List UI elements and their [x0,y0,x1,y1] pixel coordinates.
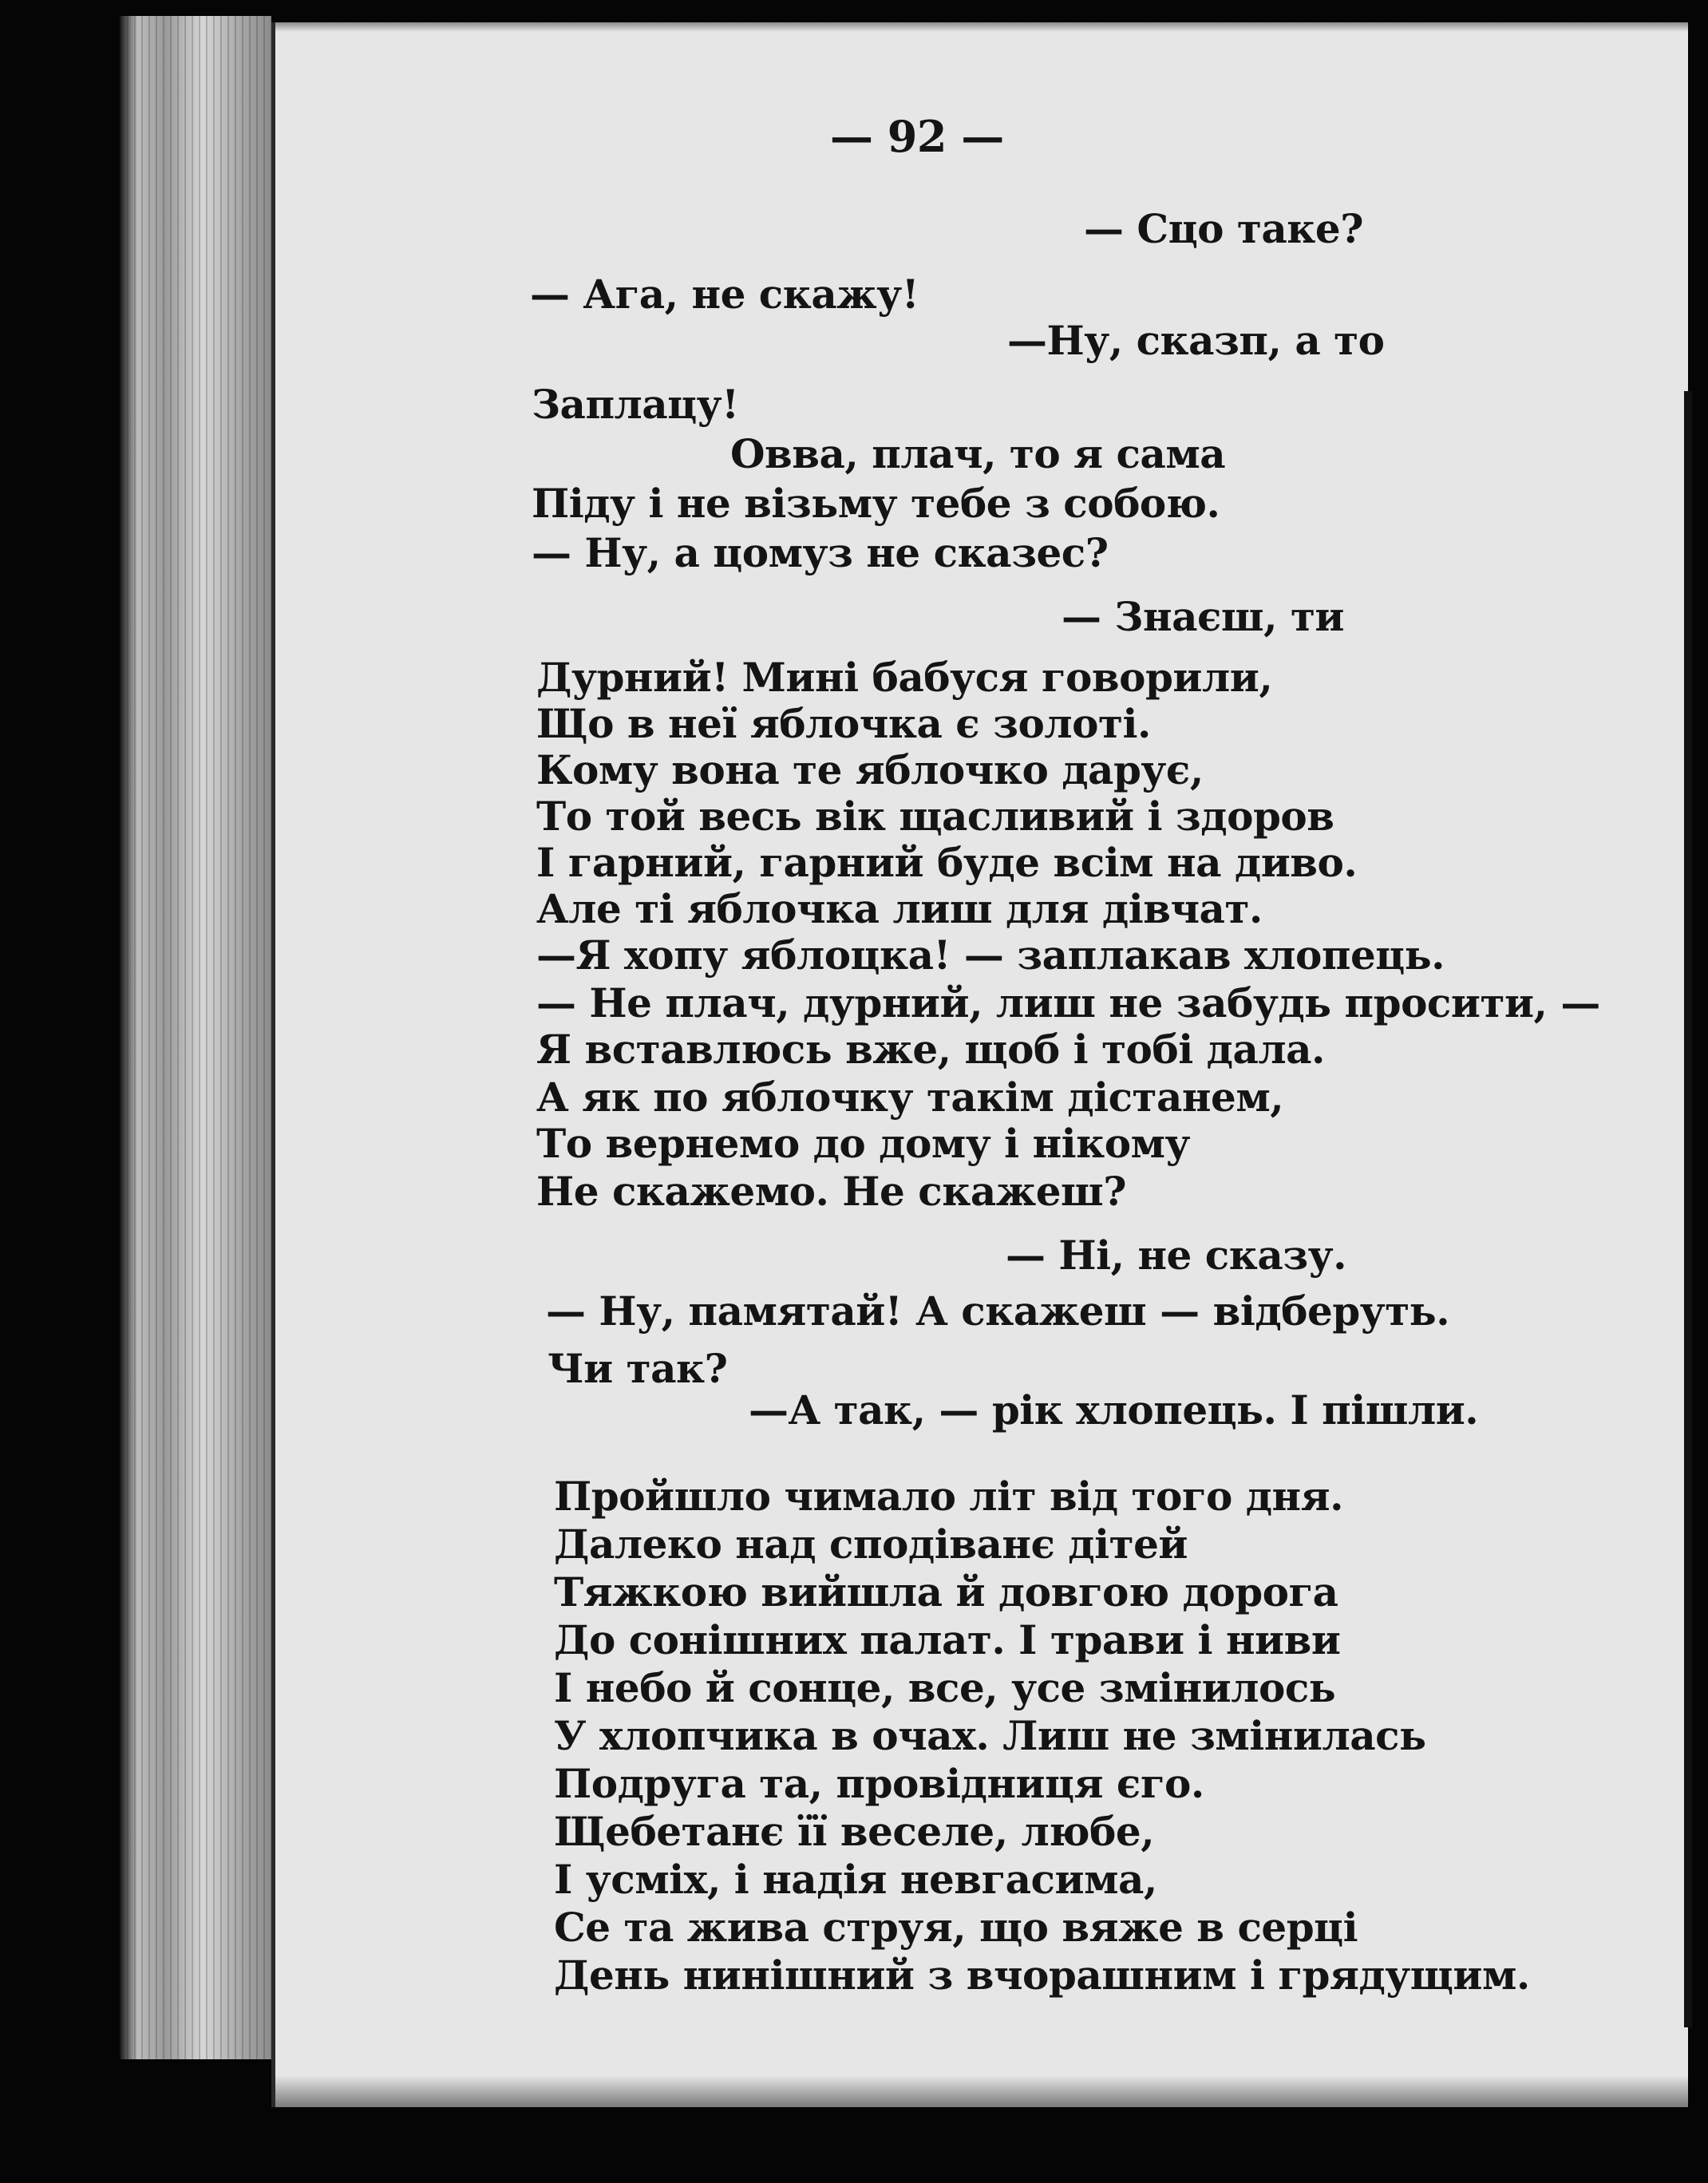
book-spine-edge [120,16,271,2059]
poem-line: То вернемо до дому і нікому [536,1120,1191,1167]
poem-line: То той весь вік щасливий і здоров [536,793,1334,840]
poem-line: Чи так? [548,1345,728,1392]
poem-line: І небо й сонце, все, усе змінилось [554,1664,1336,1711]
poem-line: Далеко над сподіванє дітей [554,1521,1188,1568]
poem-line: Овва, плач, то я сама [730,430,1226,477]
page-number: — 92 — [830,111,1004,162]
poem-line: —Я хопу яблоцка! — заплакав хлопець. [536,931,1445,979]
poem-line: — Не плач, дурний, лиш не забудь просити, — [536,979,1600,1026]
poem-line: Заплацу! [532,381,739,428]
poem-line: — Знаєш, ти [1062,593,1345,640]
poem-line: Не скажемо. Не скажеш? [536,1168,1127,1215]
poem-line: Я вставлюсь вже, щоб і тобі дала. [536,1026,1325,1073]
poem-line: День нинішний з вчорашним і грядущим. [554,1952,1530,1999]
poem-line: Пройшло чимало літ від того дня. [554,1473,1343,1520]
poem-line: Подруга та, провідниця єго. [554,1760,1204,1807]
poem-line: І гарний, гарний буде всім на диво. [536,839,1358,886]
poem-line: Але ті яблочка лиш для дівчат. [536,885,1263,932]
poem-line: Кому вона те яблочко дарує, [536,746,1204,793]
poem-line: — Сцо таке? [1084,205,1363,252]
poem-line: — Ну, памятай! А скажеш — відберуть. [546,1287,1450,1335]
poem-line: Піду і не візьму тебе з собою. [532,480,1220,527]
poem-line: Тяжкою вийшла й довгою дорога [554,1568,1338,1615]
poem-line: — Ну, а цомуз не сказес? [532,529,1109,576]
poem-line: —А так, — рік хлопець. І пішли. [749,1386,1479,1434]
poem-line: — Ні, не сказу. [1006,1232,1347,1279]
poem-line: До сонішних палат. І трави і ниви [554,1616,1341,1663]
poem-line: Се та жива струя, що вяже в серці [554,1904,1358,1951]
poem-line: Щебетанє її веселе, любе, [554,1808,1155,1855]
poem-line: Що в неї яблочка є золоті. [536,700,1151,747]
poem-line: А як по яблочку такім дістанем, [536,1074,1284,1121]
poem-line: У хлопчика в очах. Лиш не змінилась [554,1712,1426,1759]
poem-line: І усміх, і надія невгасима, [554,1856,1157,1903]
page-right-edge [1684,391,1692,2027]
poem-line: Дурний! Мині бабуся говорили, [536,654,1273,701]
poem-line: — Ага, не скажу! [530,271,919,318]
poem-line: —Ну, сказп, а то [1007,317,1385,364]
